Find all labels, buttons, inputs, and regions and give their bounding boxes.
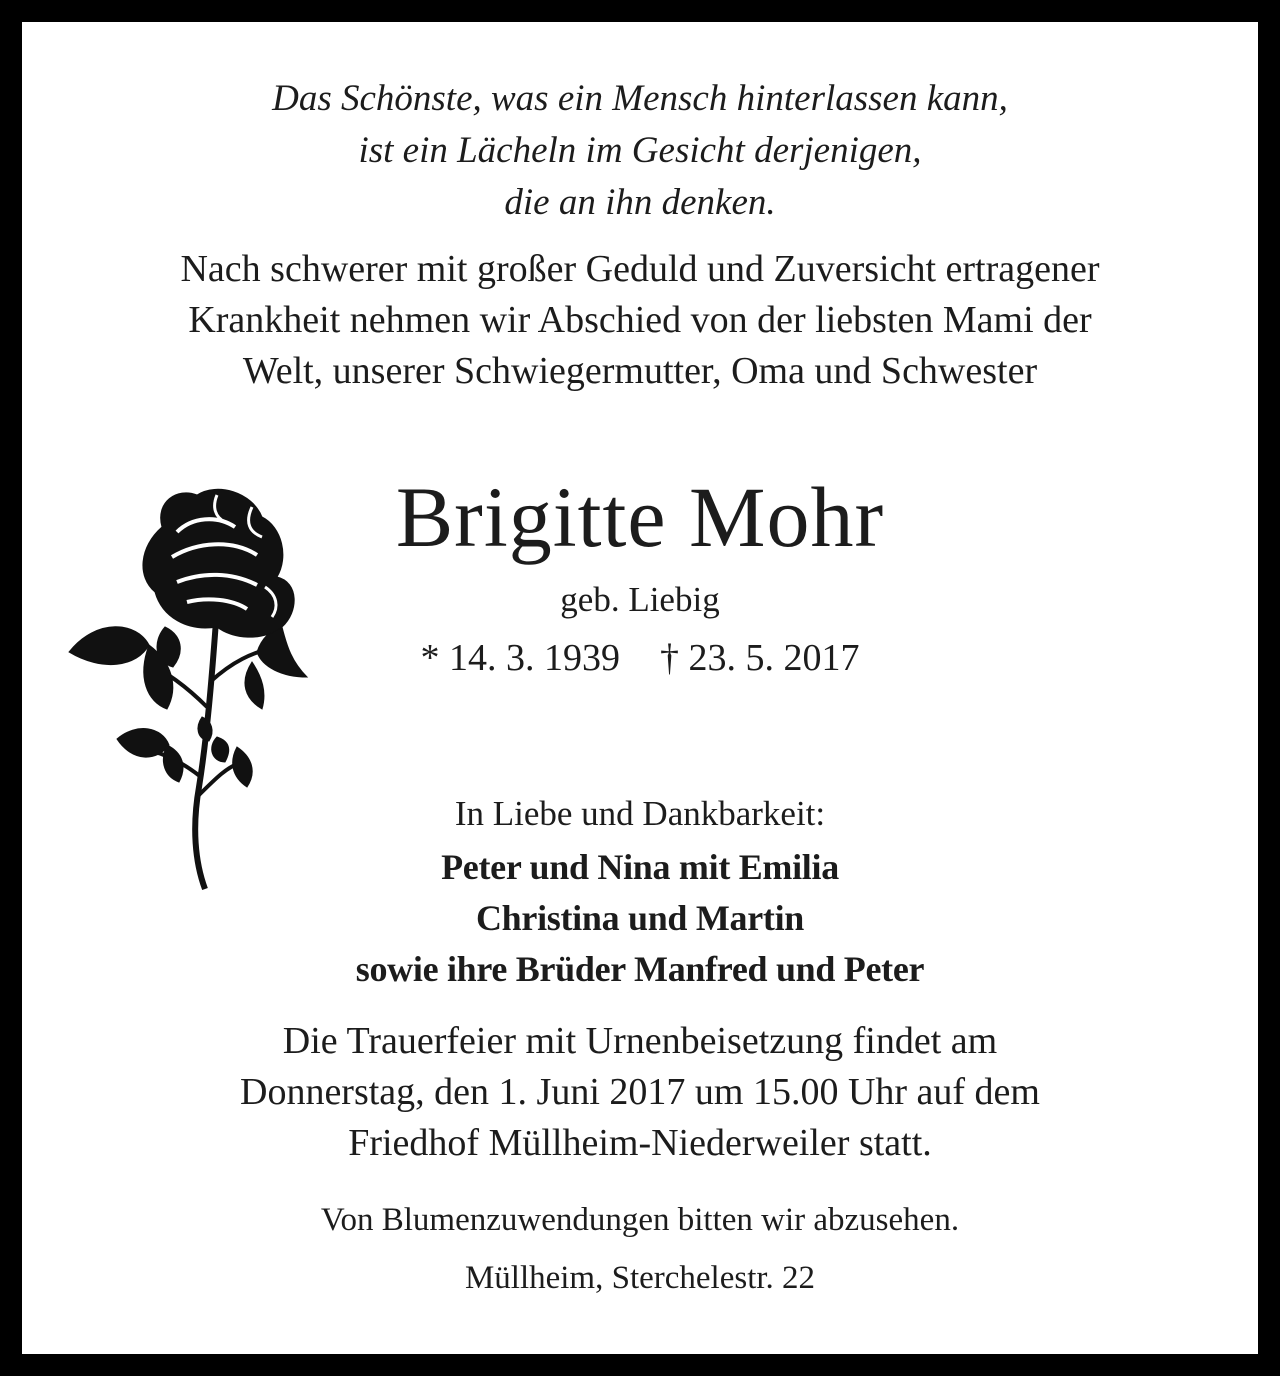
deceased-name: Brigitte Mohr [395,469,885,565]
intro-line-1: Nach schwerer mit großer Geduld und Zuversicht ertragener [180,248,1100,290]
quote-line-3: die an ihn denken. [504,182,776,223]
service-line-3: Friedhof Müllheim-Niederweiler statt. [348,1122,932,1164]
death-date: † 23. 5. 2017 [660,637,860,679]
obituary-notice [22,22,1258,1354]
birth-date: * 14. 3. 1939 [420,637,620,679]
intro-line-2: Krankheit nehmen wir Abschied von der liebsten Mami der [188,299,1092,341]
mourners-line-2: Christina und Martin [475,898,805,938]
mourners-line-3: sowie ihre Brüder Manfred und Peter [355,949,925,989]
mourners-heading: In Liebe und Dankbarkeit: [454,794,826,833]
address: Müllheim, Sterchelestr. 22 [464,1260,816,1296]
maiden-name: geb. Liebig [560,580,720,619]
flowers-note: Von Blumenzuwendungen bitten wir abzusehen. [320,1202,960,1238]
service-line-1: Die Trauerfeier mit Urnenbeisetzung findet am [282,1020,998,1062]
service-line-2: Donnerstag, den 1. Juni 2017 um 15.00 Uhr auf dem [240,1071,1040,1113]
mourners-line-1: Peter und Nina mit Emilia [441,847,839,887]
quote-line-1: Das Schönste, was ein Mensch hinterlassen kann, [272,78,1008,119]
life-dates [22,636,1258,680]
intro-line-3: Welt, unserer Schwiegermutter, Oma und Schwester [242,350,1038,392]
quote-line-2: ist ein Lächeln im Gesicht derjenigen, [358,130,922,171]
